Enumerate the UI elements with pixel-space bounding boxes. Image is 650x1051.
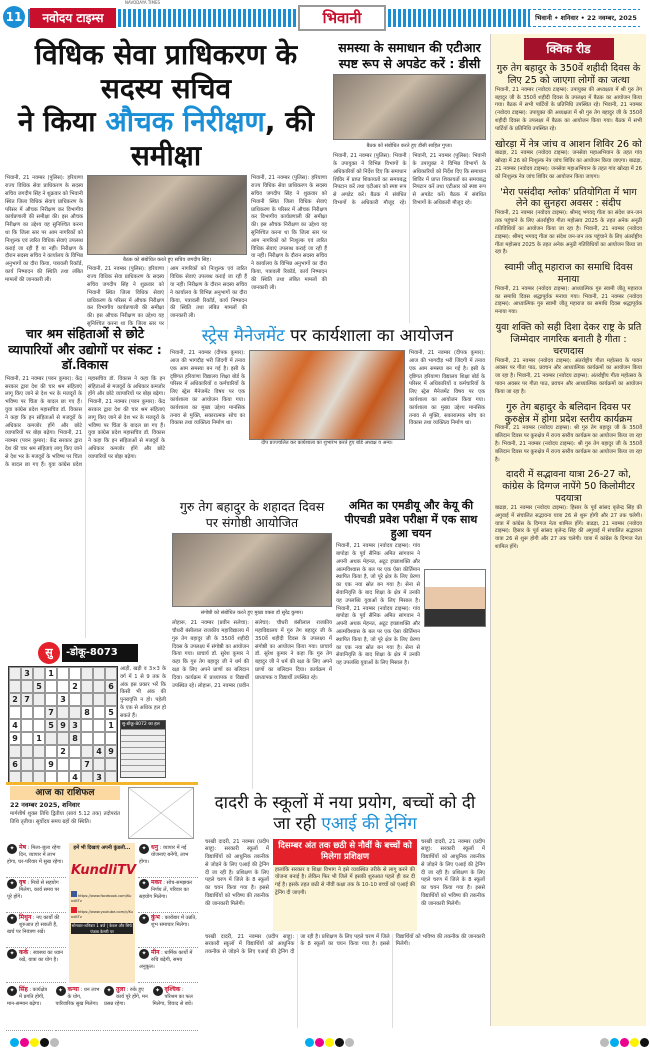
rashi-item: ✦ मकर : सोच-समझकर निर्णय लें, परिवार का सहयोग मिलेगा। (138, 878, 198, 913)
masthead-small: NAVODAYA TIMES (125, 0, 161, 5)
sudoku-cell[interactable] (93, 758, 105, 771)
sudoku-cell[interactable] (105, 732, 117, 745)
youtube-link[interactable] (71, 907, 133, 920)
zodiac-icon: ✦ (139, 879, 149, 889)
zodiac-icon: ✦ (153, 986, 163, 996)
lead-photo (87, 175, 247, 255)
horoscope-section (6, 782, 198, 1030)
quick-read-body: भिवानी, 21 नवम्बर (नवोदय टाइम्स): श्री गुरु तेग बहादुर जी के 350वें बलिदान दिवस पर कुरुक्षेत्र में राज्य स्तरीय कार्यक्रम का आयोजन किया जा रहा है। भिवानी, 21 नवम्बर (नवोदय टाइम्स): श्री गुरु तेग बहादुर जी के 350वें बलिदान दिवस पर कुरुक्षेत्र में राज्य स्तरीय कार्यक्रम का आयोजन किया जा रहा है। (495, 425, 642, 463)
amit-photo (424, 569, 486, 627)
stress-caption: दीप प्रज्ज्वलित कर कार्यशाला का शुभारंभ करते हुए बोर्ड अध्यक्ष व अन्य। (261, 440, 393, 447)
rashi-text: परिश्रम का फल मिलेगा, विवाद से बचें। (152, 994, 193, 1008)
sudoku-cell[interactable] (81, 693, 93, 706)
rashi-name: वृश्चिक (164, 986, 181, 993)
horoscope-date: 22 नवम्बर 2025, शनिवार (10, 801, 80, 809)
lead-body: भिवानी, 21 नवम्बर (पुलिस): हरियाणा राज्य विधिक सेवा प्राधिकरण के सदस्य सचिव जगदीप सिंह ने शुक्रवार को भिवानी स्थित जिला विधिक सेवाएं प्राधिकरण के परिसर में औचक निरीक्षण कर विभागीय कार्यप्रणाली की समीक्षा की। इस औचक निरीक्षण का उद्देश्य यह सुनिश्चित करना था कि जिला स्तर पर आम नागरिकों को निःशुल्क एवं त्वरित विधिक सेवाएं उपलब्ध कराई जा रही हैं या नहीं। निरीक्षण के दौरान सदस्य सचिव ने कार्यालय के विभिन्न अनुभागों का दौरा किया, पत्रावली रिकॉर्ड, कार्य निष्पादन की स्थिति तथा लंबित मामलों की जानकारी ली। (5, 175, 83, 283)
quick-read-body: भिवानी, 21 नवम्बर (नवोदय टाइम्स): श्रीमद् भगवद् गीता का संदेश जन-जन तक पहुंचाने के लिए अंतर्राष्ट्रीय गीता महोत्सव 2025 के तहत अनेक अनूठी गतिविधियों का आयोजन किया जा रहा है। भिवानी, 21 नवम्बर (नवोदय टाइम्स): श्रीमद् भगवद् गीता का संदेश जन-जन तक पहुंचाने के लिए अंतर्राष्ट्रीय गीता महोत्सव 2025 के तहत अनेक अनूठी गतिविधियों का आयोजन किया जा रहा है। (495, 210, 642, 256)
lead-headline-part: ने किया (18, 105, 106, 139)
sudoku-cell[interactable] (9, 680, 21, 693)
stress-photo (249, 350, 405, 440)
sudoku-cell[interactable]: 2 (69, 680, 81, 693)
sudoku-cell[interactable] (81, 667, 93, 680)
ai-box-row (205, 839, 485, 931)
dc-headline: समस्या के समाधान की एटीआर स्पष्ट रूप से अपडेट करें : डीसी (338, 40, 481, 71)
sudoku-cell[interactable] (57, 732, 69, 745)
horoscope-intro: मार्गशीर्ष शुक्ल तिथि द्वितीया (सायं 5.12 तक) तदोपरांत तिथि तृतीया। सूर्योदय समय ग्रहों की स्थिति। (10, 811, 120, 825)
ai-headline-highlight: एआई की ट्रेनिंग (321, 814, 417, 835)
sudoku-cell[interactable] (9, 745, 21, 758)
sudoku-cell[interactable] (45, 680, 57, 693)
sudoku-cell[interactable]: 4 (93, 745, 105, 758)
rashi-name: मेष (19, 844, 27, 851)
guru-seminar-caption: संगोष्ठी को संबोधित करते हुए मुख्य वक्ता डॉ सुरेंद्र कुमार। (200, 610, 304, 617)
sudoku-cell[interactable] (9, 667, 21, 680)
facebook-link[interactable] (71, 891, 133, 904)
ai-headline (205, 793, 485, 836)
sudoku-cell[interactable] (69, 745, 81, 758)
amit-headline: अमित का एमडीयू और केयू की पीएचडी प्रवेश परीक्षा में एक साथ हुआ चयन (344, 499, 478, 540)
rashi-text: रुके हुए कार्य पूरे होंगे, मन प्रसन्न रहेगा। (104, 987, 148, 1008)
sudoku-cell[interactable]: 3 (93, 771, 105, 784)
ad-tagline: हमें भी दिखाएं अपनी कुंडली... (73, 845, 131, 851)
rashi-text: व्यापार में नई योजनाएं बनेंगी, लाभ होगा। (139, 845, 189, 866)
quick-read-item (491, 321, 646, 398)
ai-body: चरखी दादरी, 21 नवम्बर (प्रदीप साहू): सरकारी स्कूलों में विद्यार्थियों को आधुनिक तकनीक से जोड़ने के लिए एआई की ट्रेनिंग दी जा रही है। प्रशिक्षण के लिए पहले चरण में जिले के 8 स्कूलों का चयन किया गया है। इससे विद्यार्थियों को भविष्य की तकनीक की जानकारी मिलेगी। (205, 933, 485, 956)
zodiac-icon: ✦ (139, 949, 149, 959)
sudoku-logo: सु (38, 642, 60, 664)
rashi-name: कन्या (67, 986, 79, 993)
sudoku-header: -डोकू-8073 (62, 644, 138, 662)
guru-seminar-headline: गुरु तेग बहादुर के शहादत दिवस पर संगोष्ठी आयोजित (179, 499, 325, 530)
sudoku-cell[interactable]: 9 (9, 732, 21, 745)
lead-body: भिवानी, 21 नवम्बर (पुलिस): हरियाणा राज्य विधिक सेवा प्राधिकरण के सदस्य सचिव जगदीप सिंह ने शुक्रवार को भिवानी स्थित जिला विधिक सेवाएं प्राधिकरण के परिसर में औचक निरीक्षण कर विभागीय कार्यप्रणाली की समीक्षा की। इस औचक निरीक्षण का उद्देश्य यह सुनिश्चित करना था कि जिला स्तर पर आम नागरिकों को निःशुल्क एवं त्वरित विधिक सेवाएं उपलब्ध कराई जा रही हैं या नहीं। निरीक्षण के दौरान सदस्य सचिव ने कार्यालय के विभिन्न अनुभागों का दौरा किया, पत्रावली रिकॉर्ड, कार्य निष्पादन की स्थिति तथा लंबित मामलों की जानकारी ली। (251, 175, 327, 291)
lead-middle (87, 175, 247, 327)
sudoku-cell[interactable]: 1 (105, 719, 117, 732)
sudoku-cell[interactable] (57, 680, 69, 693)
rashi-name: मीन (151, 949, 160, 956)
rashi-column (138, 843, 198, 983)
sudoku-cell[interactable]: 1 (45, 667, 57, 680)
sudoku-cell[interactable]: 9 (45, 758, 57, 771)
lead-body: भिवानी, 21 नवम्बर (पुलिस): हरियाणा राज्य विधिक सेवा प्राधिकरण के सदस्य सचिव जगदीप सिंह ने शुक्रवार को भिवानी स्थित जिला विधिक सेवाएं प्राधिकरण के परिसर में औचक निरीक्षण कर विभागीय कार्यप्रणाली की समीक्षा की। इस औचक निरीक्षण का उद्देश्य यह सुनिश्चित करना था कि जिला स्तर पर आम नागरिकों को निःशुल्क एवं त्वरित विधिक सेवाएं उपलब्ध कराई जा रही हैं या नहीं। निरीक्षण के दौरान सदस्य सचिव ने कार्यालय के विभिन्न अनुभागों का दौरा किया, पत्रावली रिकॉर्ड, कार्य निष्पादन की स्थिति तथा लंबित मामलों की जानकारी ली। (87, 266, 247, 327)
quick-read-item (491, 468, 646, 552)
rashi-text: स्वास्थ्य का ध्यान रखें, यात्रा का योग है। (19, 950, 63, 964)
quick-read-item (491, 401, 646, 466)
sudoku-cell[interactable] (33, 693, 45, 706)
sudoku-cell[interactable]: 5 (33, 680, 45, 693)
quick-read-headline: गुरु तेग बहादुर के 350वें शहीदी दिवस के लिए 25 को जाएगा लोगों का जत्था (496, 63, 641, 86)
dc-caption: बैठक को संबोधित करते हुए डीसी साहिल गुप्ता। (366, 143, 453, 150)
rashi-item: ✦ वृश्चिक : परिश्रम का फल मिलेगा, विवाद से बचें। (152, 985, 199, 1031)
sudoku-cell[interactable] (21, 706, 33, 719)
rashi-name: सिंह (19, 986, 28, 993)
sudoku-cell[interactable]: 3 (57, 693, 69, 706)
quick-read-headline: खोरड़ा में नेत्र जांच व आशन शिविर 26 को (495, 138, 642, 150)
sudoku-cell[interactable]: 7 (45, 706, 57, 719)
zodiac-icon: ✦ (7, 879, 17, 889)
sudoku-cell[interactable]: 9 (105, 745, 117, 758)
lead-content (5, 175, 327, 327)
rashi-top (6, 843, 198, 983)
sudoku-cell[interactable] (93, 719, 105, 732)
ad-footer: सोमवार-शनिवार 1 बजे | केवल और सिर्फ पंजाब केसरी पर (71, 923, 133, 934)
sudoku-cell[interactable] (45, 693, 57, 706)
rashi-column (6, 843, 66, 983)
rashi-bottom-row (6, 985, 198, 1031)
labour-body: भिवानी, 21 नवम्बर (पवन कुमार): केंद्र सरकार द्वारा देश की चार श्रम संहिताएं लागू किए जाने से देश भर के मजदूरों के भविष्य पर चिंता के बादल छा गए हैं। युवा कांग्रेस प्रदेश महासचिव डॉ. विकास ने कहा कि इन संहिताओं से मजदूरों के अधिकार कमजोर होंगे और छोटे व्यापारियों पर बोझ बढ़ेगा। भिवानी, 21 नवम्बर (पवन कुमार): केंद्र सरकार द्वारा देश की चार श्रम संहिताएं लागू किए जाने से देश भर के मजदूरों के भविष्य पर चिंता के बादल छा गए हैं। युवा कांग्रेस प्रदेश महासचिव डॉ. विकास ने कहा कि इन संहिताओं से मजदूरों के अधिकार कमजोर होंगे और छोटे व्यापारियों पर बोझ बढ़ेगा। भिवानी, 21 नवम्बर (पवन कुमार): केंद्र सरकार द्वारा देश की चार श्रम संहिताएं लागू किए जाने से देश भर के मजदूरों के भविष्य पर चिंता के बादल छा गए हैं। युवा कांग्रेस प्रदेश महासचिव डॉ. विकास ने कहा कि इन संहिताओं से मजदूरों के अधिकार कमजोर होंगे और छोटे व्यापारियों पर बोझ बढ़ेगा। (5, 375, 165, 468)
sudoku-cell[interactable] (105, 667, 117, 680)
dc-photo (333, 74, 486, 140)
stress-photo-block (249, 350, 405, 447)
zodiac-icon: ✦ (7, 844, 17, 854)
sudoku-cell[interactable] (69, 758, 81, 771)
rashi-item: ✦ कर्क : स्वास्थ्य का ध्यान रखें, यात्रा का योग है। (6, 948, 66, 983)
sudoku-prev-title: सु-डोकू-8072 का हल (121, 721, 165, 729)
sudoku-cell[interactable]: 1 (33, 732, 45, 745)
sudoku-cell[interactable]: 4 (69, 771, 81, 784)
rashi-name: वृष (19, 879, 26, 886)
horoscope-title: आज का राशिफल (10, 786, 120, 800)
sudoku-cell[interactable]: 3 (21, 667, 33, 680)
zodiac-icon: ✦ (104, 986, 114, 996)
ai-body: चरखी दादरी, 21 नवम्बर (प्रदीप साहू): सरकारी स्कूलों में विद्यार्थियों को आधुनिक तकनीक से जोड़ने के लिए एआई की ट्रेनिंग दी जा रही है। प्रशिक्षण के लिए पहले चरण में जिले के 8 स्कूलों का चयन किया गया है। इससे विद्यार्थियों को भविष्य की तकनीक की जानकारी मिलेगी। (205, 838, 269, 907)
lead-headline-part: , की समीक्षा (130, 105, 314, 172)
quick-read-column (490, 34, 646, 1026)
masthead-logo: नवोदय टाइम्स (30, 8, 116, 28)
quick-read-badge: क्विक रीड (524, 38, 614, 60)
sudoku-cell[interactable] (33, 667, 45, 680)
sudoku-cell[interactable] (93, 732, 105, 745)
sudoku-cell[interactable]: 6 (105, 680, 117, 693)
sudoku-cell[interactable] (57, 667, 69, 680)
lead-headline-highlight: औचक निरीक्षण (105, 105, 265, 139)
sudoku-prev-solution (120, 720, 166, 778)
sudoku-instructions: आड़ी, खड़ी व 3×3 के वर्ग में 1 से 9 तक के अंक इस प्रकार भरें कि किसी भी अंक की पुनरावृत्ति न हो। पहेली के एक से अधिक हल हो सकते हैं। (120, 666, 166, 719)
quick-read-headline: 'मेरा पसंदीदा श्लोक' प्रतियोगिता में भाग लेने का सुनहरा अवसर : संदीप (500, 186, 637, 210)
zodiac-icon: ✦ (139, 844, 149, 854)
rashi-text: कार्यक्षेत्र में प्रगति होगी, मान-सम्मान बढ़ेगा। (7, 987, 48, 1008)
sudoku-cell[interactable]: 5 (45, 719, 57, 732)
stress-story (170, 326, 485, 496)
quick-read-headline: स्वामी जीतू महाराज का समाधि दिवस मनाया (504, 262, 633, 285)
sudoku-cell[interactable] (105, 758, 117, 771)
sudoku-cell[interactable] (57, 758, 69, 771)
ai-body: चरखी दादरी, 21 नवम्बर (प्रदीप साहू): सरकारी स्कूलों में विद्यार्थियों को आधुनिक तकनीक से जोड़ने के लिए एआई की ट्रेनिंग दी जा रही है। प्रशिक्षण के लिए पहले चरण में जिले के 8 स्कूलों का चयन किया गया है। इससे विद्यार्थियों को भविष्य की तकनीक की जानकारी मिलेगी। (421, 838, 485, 907)
rashi-item: ✦ मिथुन : नए कार्यों की शुरुआत हो सकती है, खर्च पर नियंत्रण रखें। (6, 913, 66, 948)
sudoku-cell[interactable]: 7 (21, 693, 33, 706)
sudoku-grid (8, 666, 118, 785)
quick-read-body: भिवानी, 21 नवम्बर (नवोदय टाइम्स): उपायुक्त की अध्यक्षता में श्री गुरु तेग बहादुर जी के 350वें शहीदी दिवस के उपलक्ष्य में बैठक का आयोजन किया गया। बैठक में सभी पार्टियों के प्रतिनिधि उपस्थित रहे। भिवानी, 21 नवम्बर (नवोदय टाइम्स): उपायुक्त की अध्यक्षता में श्री गुरु तेग बहादुर जी के 350वें शहीदी दिवस के उपलक्ष्य में बैठक का आयोजन किया गया। बैठक में सभी पार्टियों के प्रतिनिधि उपस्थित रहे। (495, 86, 642, 132)
zodiac-icon: ✦ (7, 914, 17, 924)
amit-story (336, 499, 486, 789)
sudoku-cell[interactable]: 7 (81, 758, 93, 771)
rashi-text: धन लाभ के योग, पारिवारिक सुख मिलेगा। (55, 987, 100, 1008)
sudoku-cell[interactable] (69, 706, 81, 719)
amit-content (336, 543, 486, 789)
dateline: भिवानी • शनिवार • 22 नवम्बर, 2025 (530, 10, 642, 26)
sudoku-cell[interactable] (69, 667, 81, 680)
lead-story (5, 38, 327, 327)
sudoku-cell[interactable] (21, 745, 33, 758)
facebook-url: https://www.facebook.com/KundliTv (71, 893, 132, 903)
facebook-icon (71, 891, 77, 897)
guru-seminar-body: लोहारू, 21 नवम्बर (प्रवीन सलेचा): चौधरी बंसीलाल राजकीय महाविद्यालय में गुरु तेग बहादुर जी के 350वें शहीदी दिवस के उपलक्ष्य में संगोष्ठी का आयोजन किया गया। प्राचार्य डॉ. सुरेश कुमार ने कहा कि गुरु तेग बहादुर जी ने धर्म की रक्षा के लिए अपने प्राणों का बलिदान दिया। कार्यक्रम में प्राध्यापक व विद्यार्थी उपस्थित रहे। लोहारू, 21 नवम्बर (प्रवीन सलेचा): चौधरी बंसीलाल राजकीय महाविद्यालय में गुरु तेग बहादुर जी के 350वें शहीदी दिवस के उपलक्ष्य में संगोष्ठी का आयोजन किया गया। प्राचार्य डॉ. सुरेश कुमार ने कहा कि गुरु तेग बहादुर जी ने धर्म की रक्षा के लिए अपने प्राणों का बलिदान दिया। कार्यक्रम में प्राध्यापक व विद्यार्थी उपस्थित रहे। (172, 620, 332, 689)
stress-headline-rest: पर कार्यशाला का आयोजन (284, 326, 454, 346)
rashi-name: धनु (151, 844, 159, 851)
sudoku-cell[interactable] (93, 680, 105, 693)
quick-read-headline: युवा शक्ति को सही दिशा देकर राष्ट्र के प्रति जिम्मेदार नागरिक बनाती है गीता : चरणदास (495, 322, 642, 357)
quick-read-body: बाढड़ा, 21 नवम्बर (नवोदय टाइम्स): जनसेवा महाअभियान के तहत गांव खोरड़ा में 26 को निःशुल्क नेत्र जांच शिविर का आयोजन किया जाएगा। बाढड़ा, 21 नवम्बर (नवोदय टाइम्स): जनसेवा महाअभियान के तहत गांव खोरड़ा में 26 को निःशुल्क नेत्र जांच शिविर का आयोजन किया जाएगा। (495, 150, 642, 180)
sudoku-cell[interactable] (21, 732, 33, 745)
ai-headline-main: दादरी के स्कूलों में नया प्रयोग, बच्चों को दी जा रही (214, 793, 476, 835)
rashi-item: ✦ मीन : धार्मिक कार्यों में रुचि बढ़ेगी, समय अनुकूल। (138, 948, 198, 983)
rashi-item: ✦ सिंह : कार्यक्षेत्र में प्रगति होगी, मान-सम्मान बढ़ेगा। (6, 985, 53, 1031)
guru-seminar-story (172, 499, 332, 789)
rashi-item: ✦ कन्या : धन लाभ के योग, पारिवारिक सुख मिलेगा। (55, 985, 102, 1031)
rashi-text: धार्मिक कार्यों में रुचि बढ़ेगी, समय अनुकूल। (139, 950, 193, 971)
quick-read-item (491, 186, 646, 259)
sudoku-cell[interactable] (33, 706, 45, 719)
kundli-ad (69, 843, 135, 983)
stress-content (170, 350, 485, 496)
rashi-text: कारोबार में उन्नति, शुभ समाचार मिलेगा। (151, 915, 197, 929)
ai-box (273, 839, 417, 931)
sudoku-cell[interactable] (45, 745, 57, 758)
labour-headline: चार श्रम संहिताओं से छोटे व्यापारियों और उद्योगों पर संकट : डॉ.विकास (8, 326, 162, 373)
quick-read-list (491, 62, 646, 1026)
sudoku-cell[interactable] (33, 719, 45, 732)
quick-read-body: भिवानी, 21 नवम्बर (नवोदय टाइम्स): आध्यात्मिक गुरु स्वामी जीतू महाराज का समाधि दिवस श्रद्धापूर्वक मनाया गया। भिवानी, 21 नवम्बर (नवोदय टाइम्स): आध्यात्मिक गुरु स्वामी जीतू महाराज का समाधि दिवस श्रद्धापूर्वक मनाया गया। (495, 285, 642, 316)
stress-body: भिवानी, 21 नवम्बर (दीपक कुमार): आज की भागदौड़ भरी जिंदगी में तनाव एक आम समस्या बन गई है। इसी के दृष्टिगत हरियाणा विद्यालय शिक्षा बोर्ड के परिसर में अधिकारियों व कर्मचारियों के लिए स्ट्रेस मैनेजमेंट विषय पर एक कार्यशाला का आयोजन किया गया। कार्यशाला का मुख्य उद्देश्य मानसिक तनाव से मुक्ति, सकारात्मक सोच का विकास तथा व्यक्तित्व निर्माण था। (170, 350, 245, 427)
ai-story (205, 793, 485, 1028)
quick-read-body: भिवानी, 21 नवम्बर (नवोदय टाइम्स): अंतर्राष्ट्रीय गीता महोत्सव के पावन अवसर पर गीता पाठ, प्रवचन और आध्यात्मिक कार्यक्रमों का आयोजन किया जा रहा है। भिवानी, 21 नवम्बर (नवोदय टाइम्स): अंतर्राष्ट्रीय गीता महोत्सव के पावन अवसर पर गीता पाठ, प्रवचन और आध्यात्मिक कार्यक्रमों का आयोजन किया जा रहा है। (495, 357, 642, 395)
rashi-item: ✦ वृष : मित्रों से सहयोग मिलेगा, कार्य समय पर पूरे होंगे। (6, 878, 66, 913)
sudoku-cell[interactable]: 9 (57, 719, 69, 732)
kundli-logo: KundliTV (71, 863, 137, 878)
rashi-item: ✦ तुला : रुके हुए कार्य पूरे होंगे, मन प्रसन्न रहेगा। (103, 985, 150, 1031)
sudoku-cell[interactable]: 8 (81, 706, 93, 719)
ai-box-title: दिसम्बर अंत तक छठी से नौवीं के बच्चों को मिलेगा प्रशिक्षण (273, 839, 417, 865)
rashi-item: ✦ मेष : मिला-जुला रहेगा दिन, व्यापार में लाभ होगा, घर-परिवार में सुख रहेगा। (6, 843, 66, 878)
sudoku-cell[interactable] (57, 706, 69, 719)
rashi-text: मित्रों से सहयोग मिलेगा, कार्य समय पर पूरे होंगे। (7, 880, 60, 901)
sudoku-cell[interactable]: 3 (69, 719, 81, 732)
quick-read-item (491, 138, 646, 183)
sudoku-cell[interactable] (81, 732, 93, 745)
stress-body: भिवानी, 21 नवम्बर (दीपक कुमार): आज की भागदौड़ भरी जिंदगी में तनाव एक आम समस्या बन गई है। इसी के दृष्टिगत हरियाणा विद्यालय शिक्षा बोर्ड के परिसर में अधिकारियों व कर्मचारियों के लिए स्ट्रेस मैनेजमेंट विषय पर एक कार्यशाला का आयोजन किया गया। कार्यशाला का मुख्य उद्देश्य मानसिक तनाव से मुक्ति, सकारात्मक सोच का विकास तथा व्यक्तित्व निर्माण था। (409, 350, 485, 427)
sudoku-cell[interactable]: 5 (105, 706, 117, 719)
lead-headline-line2 (5, 105, 327, 172)
sudoku-cell[interactable]: 2 (57, 745, 69, 758)
lead-headline-line1: विधिक सेवा प्राधिकरण के सदस्य सचिव (34, 38, 298, 105)
amit-body: भिवानी, 21 नवम्बर (नवोदय टाइम्स): गांव बापोड़ा के पूर्व सैनिक अमित सांगवान ने अपनी अथक मेहनत, अटूट इच्छाशक्ति और आत्मविश्वास के बल पर एक ऐसा कीर्तिमान स्थापित किया है, जो पूरे क्षेत्र के लिए प्रेरणा का एक नया स्रोत बन गया है। सेना से सेवानिवृत्ति के बाद शिक्षा के क्षेत्र में उनकी यह उपलब्धि युवाओं के लिए मिसाल है। भिवानी, 21 नवम्बर (नवोदय टाइम्स): गांव बापोड़ा के पूर्व सैनिक अमित सांगवान ने अपनी अथक मेहनत, अटूट इच्छाशक्ति और आत्मविश्वास के बल पर एक ऐसा कीर्तिमान स्थापित किया है, जो पूरे क्षेत्र के लिए प्रेरणा का एक नया स्रोत बन गया है। सेना से सेवानिवृत्ति के बाद शिक्षा के क्षेत्र में उनकी यह उपलब्धि युवाओं के लिए मिसाल है। (336, 543, 420, 667)
sudoku-cell[interactable]: 4 (9, 719, 21, 732)
sudoku-cell[interactable] (81, 680, 93, 693)
quick-read-body: बाढड़ा, 21 नवम्बर (नवोदय टाइम्स): हिसार के पूर्व सांसद बृजेन्द्र सिंह की अगुवाई में संचालित सद्भावना यात्रा 26 से शुरू होगी और 27 तक चलेगी। यात्रा में कांग्रेस के दिग्गज नेता शामिल होंगे। बाढड़ा, 21 नवम्बर (नवोदय टाइम्स): हिसार के पूर्व सांसद बृजेन्द्र सिंह की अगुवाई में संचालित सद्भावना यात्रा 26 से शुरू होगी और 27 तक चलेगी। यात्रा में कांग्रेस के दिग्गज नेता शामिल होंगे। (495, 505, 642, 551)
rashi-item: ✦ कुंभ : कारोबार में उन्नति, शुभ समाचार मिलेगा। (138, 913, 198, 948)
rashi-text: नए कार्यों की शुरुआत हो सकती है, खर्च पर नियंत्रण रखें। (7, 915, 60, 936)
zodiac-icon: ✦ (7, 949, 17, 959)
quick-read-headline: दादरी में सद्भावना यात्रा 26-27 को, कांग्रेस के दिग्गज नापेंगे 50 किलोमीटर पदयात्रा (502, 469, 635, 505)
kundli-chart (128, 787, 194, 839)
rashi-text: सोच-समझकर निर्णय लें, परिवार का सहयोग मिलेगा। (139, 880, 193, 901)
youtube-icon (71, 907, 77, 913)
section-title: भिवानी (298, 5, 386, 31)
sudoku-cell[interactable] (45, 732, 57, 745)
sudoku-cell[interactable]: 8 (69, 732, 81, 745)
sudoku-cell[interactable] (9, 706, 21, 719)
ai-box-body: हालांकि सरकार व शिक्षा विभाग ने इसे व्यवस्थित तरीके से लागू करने की योजना बनाई है। लेकिन फिर भी जिले में इसकी शुरुआत पहले ही कर दी गई है। इसके तहत छठी से नौवीं कक्षा तक के 10-10 बच्चों को एआई की ट्रेनिंग दी जाएगी। (275, 866, 415, 896)
dc-story (333, 40, 486, 323)
sudoku-cell[interactable] (81, 745, 93, 758)
rashi-item: ✦ धनु : व्यापार में नई योजनाएं बनेंगी, लाभ होगा। (138, 843, 198, 878)
rashi-area (6, 843, 198, 1031)
zodiac-icon: ✦ (7, 986, 17, 996)
rashi-name: मिथुन (19, 914, 32, 921)
stress-headline (170, 326, 485, 347)
rashi-name: मकर (151, 879, 162, 886)
labour-story (5, 326, 165, 638)
sudoku-cell[interactable] (69, 693, 81, 706)
zodiac-icon: ✦ (56, 986, 66, 996)
sudoku-cell[interactable] (93, 667, 105, 680)
youtube-url: https://www.youtube.com/c/KundliTv (71, 909, 133, 919)
rashi-name: तुला (116, 986, 126, 993)
rashi-name: कुंभ (151, 914, 160, 921)
guru-seminar-photo (172, 533, 332, 607)
quick-read-headline: गुरु तेग बहादुर के बलिदान दिवस पर कुरुक्षेत्र में होगा प्रदेश स्तरीय कार्यक्रम (504, 401, 633, 425)
rashi-name: कर्क (19, 949, 29, 956)
sudoku-cell[interactable] (21, 680, 33, 693)
lead-caption: बैठक को संबोधित करते हुए सचिव जगदीप सिंह। (123, 257, 211, 264)
quick-read-item (491, 62, 646, 135)
sudoku-cell[interactable]: 6 (9, 758, 21, 771)
sudoku-cell[interactable]: 2 (9, 693, 21, 706)
quick-read-item (491, 261, 646, 318)
stress-headline-highlight: स्ट्रेस मैनेजमेंट (201, 326, 285, 346)
sudoku-cell[interactable] (81, 719, 93, 732)
sudoku-cell[interactable] (33, 758, 45, 771)
dc-body: भिवानी, 21 नवम्बर (पुलिस): भिवानी के उपायुक्त ने विभिन्न विभागों के अधिकारियों को निर्देश दिए कि समाधान शिविर में प्राप्त शिकायतों का समयबद्ध निपटान करें तथा एटीआर को स्पष्ट रूप से अपडेट करें। बैठक में संबंधित विभागों के अधिकारी मौजूद रहे। भिवानी, 21 नवम्बर (पुलिस): भिवानी के उपायुक्त ने विभिन्न विभागों के अधिकारियों को निर्देश दिए कि समाधान शिविर में प्राप्त शिकायतों का समयबद्ध निपटान करें तथा एटीआर को स्पष्ट रूप से अपडेट करें। बैठक में संबंधित विभागों के अधिकारी मौजूद रहे। (333, 153, 486, 207)
print-registration-marks (10, 1032, 650, 1042)
sudoku-cell[interactable] (93, 706, 105, 719)
sudoku-cell[interactable] (105, 693, 117, 706)
rashi-text: मिला-जुला रहेगा दिन, व्यापार में लाभ होगा, घर-परिवार में सुख रहेगा। (7, 845, 64, 866)
sudoku-cell[interactable] (21, 719, 33, 732)
sudoku-cell[interactable] (33, 745, 45, 758)
lead-headline (5, 38, 327, 172)
page-number: 11 (3, 6, 25, 28)
sudoku-cell[interactable] (21, 758, 33, 771)
sudoku-cell[interactable] (93, 693, 105, 706)
zodiac-icon: ✦ (139, 914, 149, 924)
